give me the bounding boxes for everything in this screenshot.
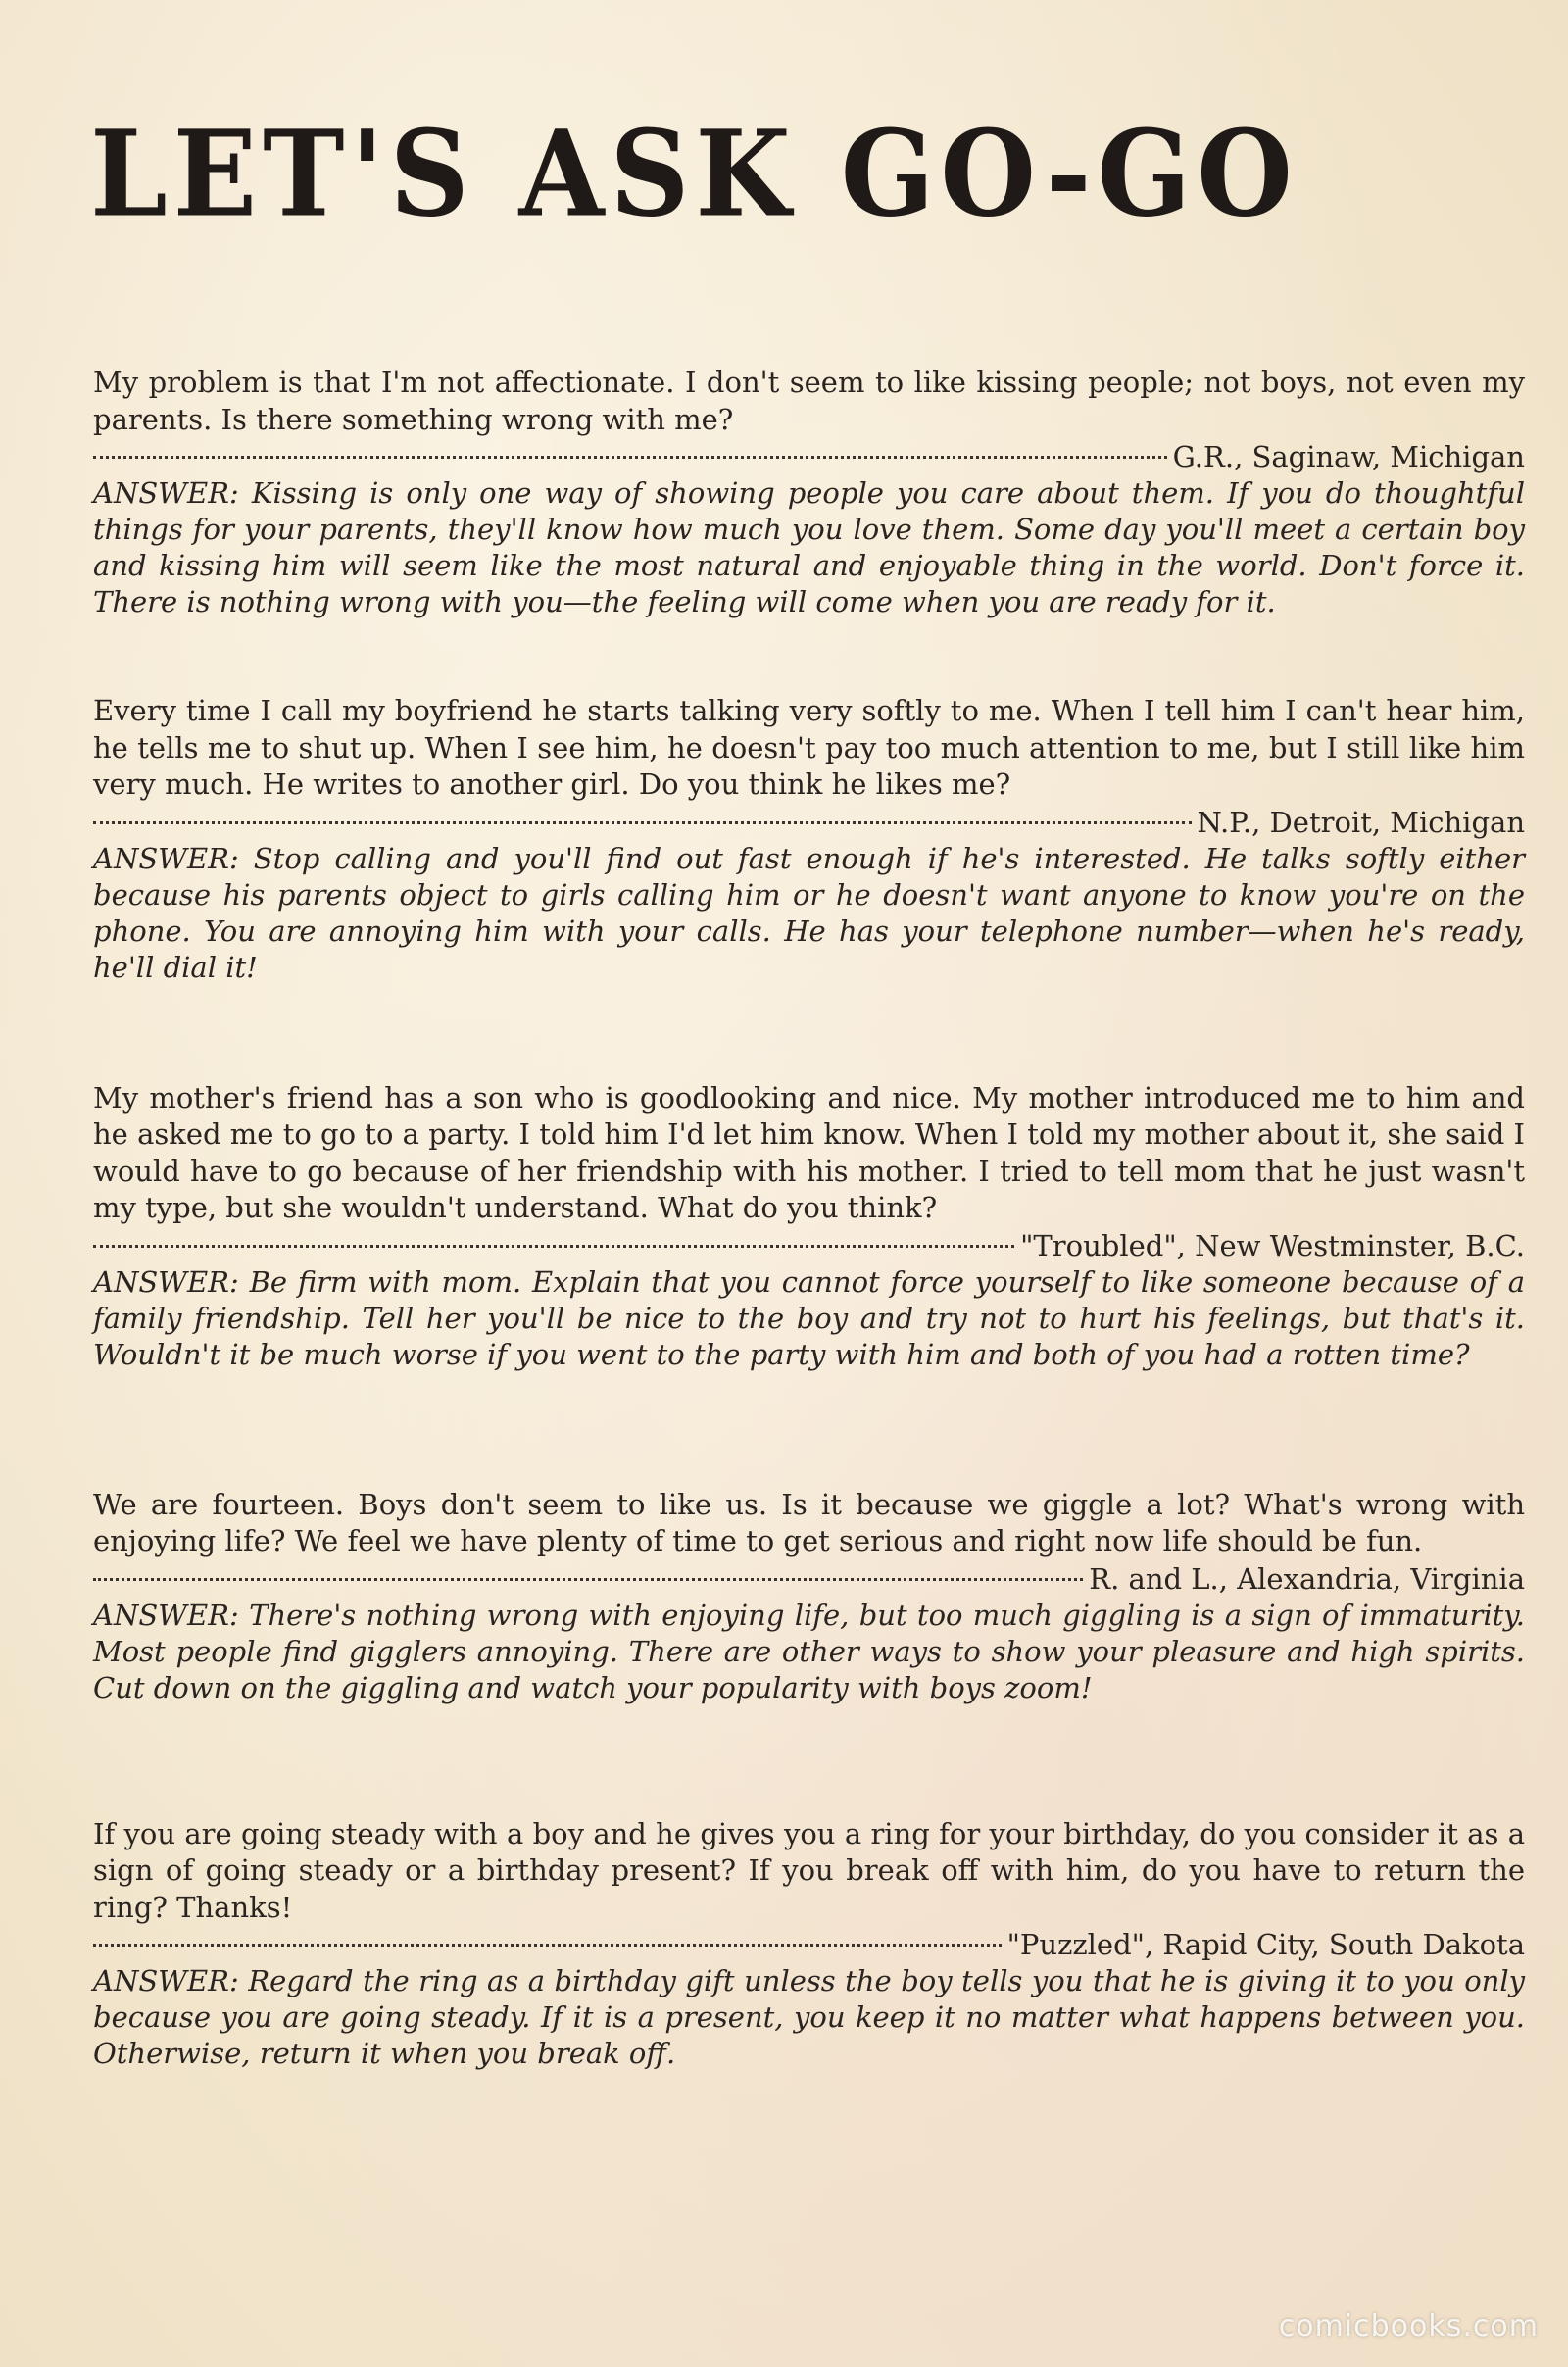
letter-question: We are fourteen. Boys don't seem to like us. Is it because we giggle a lot? What's wrong with enjoying life? We feel we have plenty of time to get serious and right now life should be fun.	[93, 1487, 1525, 1557]
signature-row	[93, 1227, 1525, 1264]
letter-3	[93, 1080, 1525, 1373]
letter-5	[93, 1816, 1525, 2073]
dotted-leader	[93, 1944, 1002, 1947]
letter-answer	[93, 841, 1525, 986]
page-title: LET'S ASK GO-GO	[90, 105, 1298, 244]
letter-signature: "Troubled", New Westminster, B.C.	[1020, 1228, 1525, 1262]
signature-row	[93, 1926, 1525, 1963]
site-watermark: comicbooks.com	[1278, 2309, 1539, 2343]
signature-row	[93, 804, 1525, 841]
letter-question: My problem is that I'm not affectionate. I don't seem to like kissing people; not boys, not even my parents. Is there something wrong with me?	[93, 366, 1525, 436]
letter-question: My mother's friend has a son who is goodlooking and nice. My mother introduced me to him and he asked me to go to a party. I told him I'd let him know. When I told my mother about it, she said I would have to go because of her friendship with his mother. I tried to tell mom that he just wasn't my type, but she wouldn't understand. What do you think?	[93, 1080, 1525, 1224]
answer-text: There's nothing wrong with enjoying life, but too much giggling is a sign of immaturity. Most people find gigglers annoying. There are other ways to show your pleasure and high spirits. Cut down on the giggling and watch your popularity with boys zoom!	[93, 1598, 1525, 1704]
dotted-leader	[93, 821, 1192, 824]
letter-1	[93, 365, 1525, 620]
answer-label: ANSWER:	[93, 1964, 239, 1997]
letter-answer	[93, 1264, 1525, 1373]
letter-answer	[93, 1963, 1525, 2072]
answer-label: ANSWER:	[93, 476, 239, 510]
dotted-leader	[93, 1578, 1083, 1581]
answer-text: Regard the ring as a birthday gift unless the boy tells you that he is giving it to you only because you are going steady. If it is a present, you keep it no matter what happens between you. Otherwise, return it when you break off.	[93, 1964, 1526, 2070]
letter-2	[93, 693, 1525, 986]
letter-signature: N.P., Detroit, Michigan	[1197, 805, 1525, 839]
letter-signature: G.R., Saginaw, Michigan	[1172, 440, 1525, 473]
letter-signature: "Puzzled", Rapid City, South Dakota	[1006, 1928, 1525, 1961]
letter-4	[93, 1487, 1525, 1706]
answer-text: Stop calling and you'll find out fast enough if he's interested. He talks softly either because his parents object to girls calling him or he doesn't want anyone to know you're on the phone. You are annoying him with your calls. He has your telephone number—when he's ready, he'll dial it!	[93, 841, 1526, 984]
answer-label: ANSWER:	[93, 1264, 239, 1299]
signature-row	[93, 438, 1525, 475]
letters-column	[93, 365, 1525, 2072]
answer-label: ANSWER:	[93, 1598, 239, 1632]
signature-row	[93, 1560, 1525, 1598]
dotted-leader	[93, 1245, 1014, 1248]
letter-answer	[93, 475, 1525, 620]
answer-label: ANSWER:	[93, 841, 239, 875]
dotted-leader	[93, 456, 1167, 459]
answer-text: Kissing is only one way of showing people you care about them. If you do thoughtful things for your parents, they'll know how much you love them. Some day you'll meet a certain boy and kissing him will seem like the most natural and enjoyable thing in the world. Don't force it. There is nothing wrong with you—the feeling will come when you are ready for it.	[93, 476, 1525, 618]
answer-text: Be firm with mom. Explain that you cannot force yourself to like someone because of a family friendship. Tell her you'll be nice to the boy and try not to hurt his feelings, but that's it. Wouldn't it be much worse if you went to the party with him and both of you had a rotten time?	[93, 1264, 1525, 1371]
letter-question: Every time I call my boyfriend he starts talking very softly to me. When I tell him I can't hear him, he tells me to shut up. When I see him, he doesn't pay too much attention to me, but I still like him very much. He writes to another girl. Do you think he likes me?	[93, 694, 1525, 801]
letter-signature: R. and L., Alexandria, Virginia	[1089, 1561, 1525, 1596]
letter-question: If you are going steady with a boy and he gives you a ring for your birthday, do you consider it as a sign of going steady or a birthday present? If you break off with him, do you have to return the ring? Thanks!	[93, 1816, 1525, 1924]
letter-answer	[93, 1598, 1525, 1706]
